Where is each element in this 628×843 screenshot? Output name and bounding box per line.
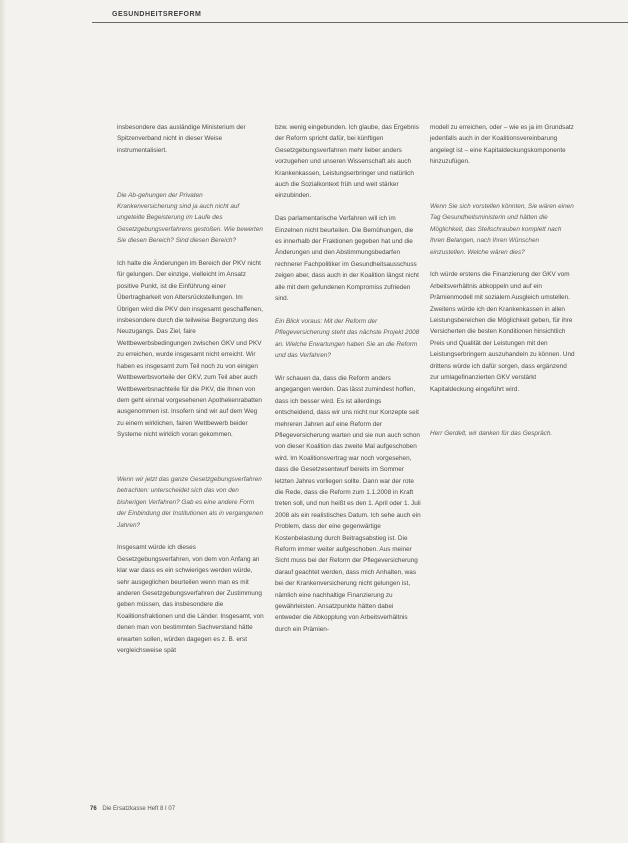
- page-number: 76: [90, 806, 97, 812]
- paragraph: bzw. wenig eingebunden. Ich glaube, das Ergebnis der Reform spricht dafür, bei künftigen Gesetzgebungsverfahren mehr lieber anders vorzugehen und unseren Wissenschaft als auch Krankenkassen, Leistungserbringer und natürlich auch die Sozialkontext früh und weit stärker einzubinden.: [275, 124, 419, 200]
- column-2: [275, 122, 421, 647]
- closing-remark: Herr Gerdelt, wir danken für das Gespräch.: [430, 430, 553, 438]
- paragraph: Ich halte die Änderungen im Bereich der PKV nicht für gelungen. Der einzige, vielleicht im Ansatz positive Punkt, ist die Einführung einer Übertragbarkeit von Altersrückstellungen. Im Übrigen wird die PKV den insgesamt geschaffenen, insbesondere durch die teilweise Begrenzung des Neuzugangs. Das Ziel, faire Wettbewerbsbedingungen zwischen GKV und PKV zu erreichen, wurde insgesamt nicht erreicht. Wir haben es insgesamt zum Teil noch zu von einigen Wettbewerbsvorteile der GKV, zum Teil aber auch Wettbewerbsnachteile für die PKV, die Ihnen von dem geht einmal vorgesehenen Apothekenrabatten ausgenommen ist. Insofern sind wir auf dem Weg zu einem wirklichen, fairen Wettbewerb beider Systeme nicht wirklich voran gekommen.: [117, 260, 263, 439]
- scan-edge-shadow: [0, 0, 6, 843]
- paragraph: Ich würde erstens die Finanzierung der GKV vom Arbeitsverhältnis abkoppeln und auf ein Prämienmodell mit sozialem Ausgleich umstellen. Zweitens würde ich den Krankenkassen in allen Leistungsbereichen die Möglichkeit geben, für ihre Versicherten die besten Konditionen hinsichtlich Preis und Qualität der Leistungen mit den Leistungserbringern auszuhandeln zu können. Und drittens würde ich dafür sorgen, dass ergänzend zur umlagefinanzierten GKV verstärkt Kapitaldeckung eingeführt wird.: [430, 271, 575, 393]
- interview-question: Die Ab-gehungen der Privaten Krankenversicherung sind ja auch nicht auf ungeteilte Begeisterung im Laufe des Gesetzgebungsverfahrens gestoßen. Wie bewerten Sie diesen Bereich? Sind diesen Bereich?: [117, 191, 263, 245]
- section-header: GESUNDHEITSREFORM: [112, 11, 202, 18]
- interview-question: Wenn wir jetzt das ganze Gesetzgebungsverfahren betrachten: unterscheidet sich das von den bisherigen Verfahren? Gab es eine andere Form der Einbindung der Institutionen als in vergangenen Jahren?: [117, 475, 264, 529]
- paragraph: Insgesamt würde ich dieses Gesetzgebungsverfahren, von dem von Anfang an klar war dass es ein schwieriges werden würde, sehr ausgeglichen beurteilen wenn man es mit anderen Gesetzgebungsverfahren der Zustimmung geben müssen, das insbesondere die Koalitionsfraktionen und die Länder. Insgesamt, von denen man von bestimmten Sachverstand hätte erwarten sollen, würden dagegen es z. B. erst vergleichsweise spät: [117, 544, 264, 654]
- publication-name: Die Ersatzkasse Heft 8 I 07: [102, 806, 176, 812]
- interview-question: Wenn Sie sich vorstellen könnten, Sie wären einen Tag Gesundheitsministerin und hätten die Möglichkeit, das Stellschrauben komplett nach Ihren Belangen, nach Ihren Wünschen einzustellen. Welche wären dies?: [430, 203, 574, 256]
- paragraph: modell zu erreichen, oder – wie es ja im Grundsatz jedenfalls auch in der Koalitionsvereinbarung angelegt ist – eine Kapitaldeckungskomponente hinzuzufügen.: [430, 124, 574, 166]
- paragraph: Wir schauen da, dass die Reform anders angegangen werden. Das lässt zumindest hoffen, dass ich besser wird. Es ist allerdings entscheidend, dass wir uns nicht nur Konzepte seit mehreren Jahren auf eine Reform der Pflegeversicherung warten und sie nun auch schon von dieser Koalition das zweite Mal aufgeschoben wird. Im Koalitionsvertrag war noch vorgesehen, dass die Gesetzesentwurf bereits im Sommer letzten Jahres vorliegen sollte. Dann war der rote die Rede, dass die Reform zum 1.1.2008 in Kraft treten soll, und nun heißt es den 1. April oder 1. Juli 2008 als ein realistisches Datum. Ich sehe auch ein Problem, dass der eine gegenwärtige Kostenbelastung durch Beitragsabstieg ist. Die Reform immer weiter aufgeschoben. Aus meiner Sicht muss bei der Reform der Pflegeversicherung darauf geachtet werden, dass mich Anhalten, was bei der Krankenversicherung nicht gelungen ist, nämlich eine nachhaltige Finanzierung zu gewährleisten. Ansatzpunkte hätten dabei entweder die Abkopplung von Arbeitsverhältnis durch ein Prämien-: [275, 374, 421, 633]
- paragraph: insbesondere das ausländige Ministerium der Spitzenverband nicht in dieser Weise instrumentalisiert.: [117, 124, 246, 154]
- column-3: [430, 122, 576, 451]
- paragraph: Das parlamentarische Verfahren will ich im Einzelnen nicht beurteilen. Die Bemühungen, die es innerhalb der Fraktionen gegeben hat und die Änderungen und den Abstimmungsbedarfen rechnerer Fachpolitiker im Gesundheitsausschuss zeigen aber, dass auch in der Koalition längst nicht alle mit dem gefundenen Kompromiss zufrieden sind.: [275, 215, 419, 303]
- interview-question: Ein Blick voraus: Mit der Reform der Pflegeversicherung steht das nächste Projekt 2008 an. Welche Erwartungen haben Sie an die Reform und das Verfahren?: [275, 317, 420, 360]
- page-footer: [90, 806, 175, 812]
- column-1: [117, 122, 264, 668]
- header-rule: [92, 22, 628, 23]
